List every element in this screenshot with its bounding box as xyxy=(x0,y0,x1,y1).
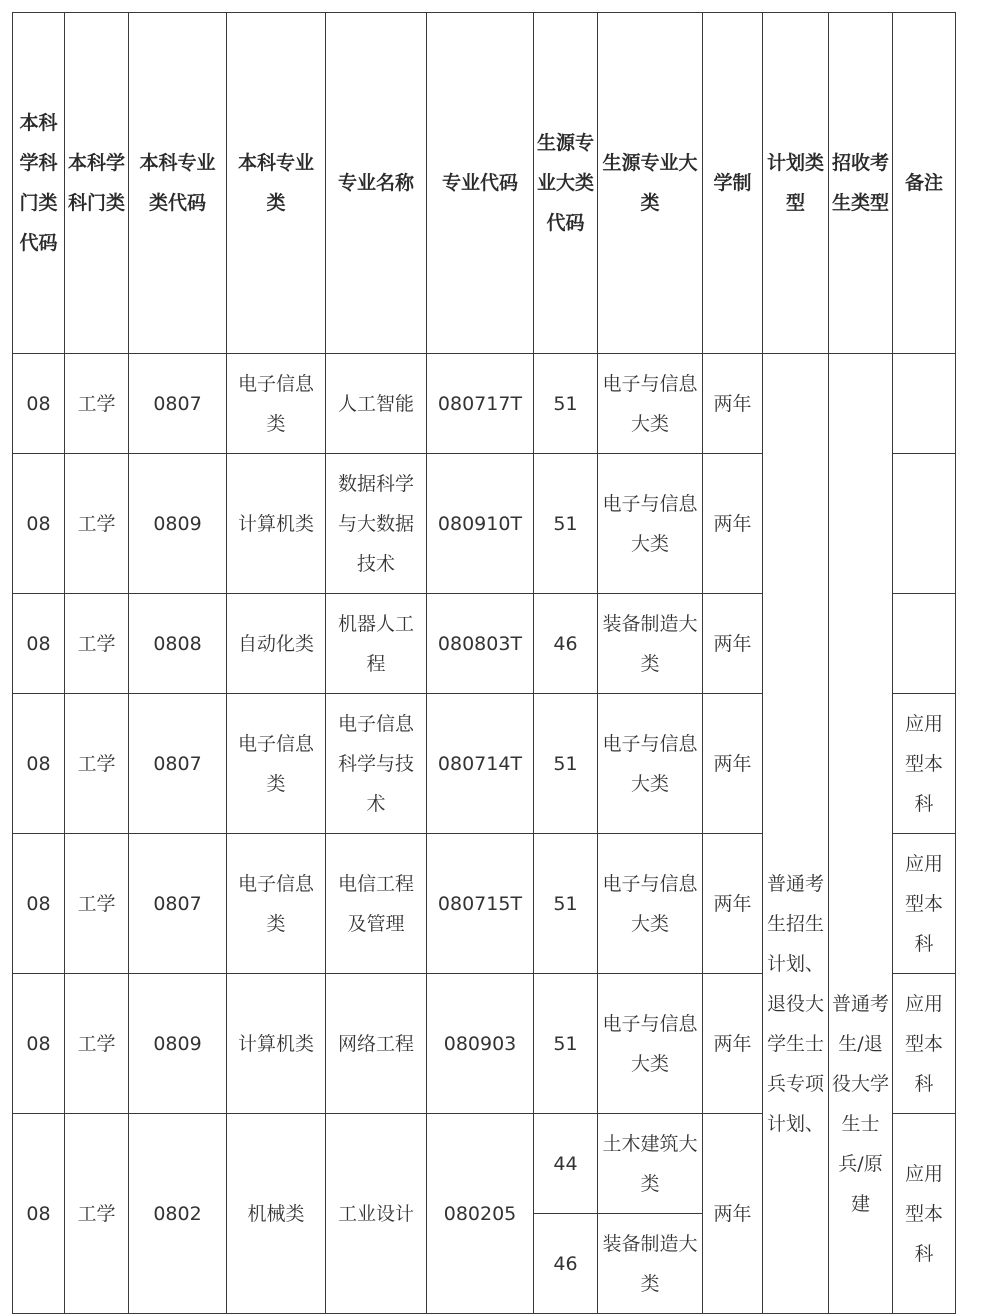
cell-duration: 两年 xyxy=(703,594,763,694)
cell-remark xyxy=(893,594,956,694)
cell-major-class: 计算机类 xyxy=(227,974,326,1114)
cell-major-code: 080715T xyxy=(427,834,534,974)
cell-discipline-code: 08 xyxy=(13,974,65,1114)
cell-major-class-code: 0807 xyxy=(129,834,227,974)
cell-discipline: 工学 xyxy=(65,454,129,594)
header-source-code: 生源专业大类代码 xyxy=(534,13,598,354)
cell-major-name: 网络工程 xyxy=(326,974,427,1114)
cell-source-class: 电子与信息大类 xyxy=(598,454,703,594)
cell-major-class: 计算机类 xyxy=(227,454,326,594)
cell-source-code: 51 xyxy=(534,694,598,834)
applicant-type-text: 普通考生/退役大学生士兵/原建 xyxy=(832,993,890,1215)
header-row xyxy=(13,13,956,354)
cell-duration: 两年 xyxy=(703,1114,763,1314)
header-duration: 学制 xyxy=(703,13,763,354)
cell-major-code: 080903 xyxy=(427,974,534,1114)
cell-discipline: 工学 xyxy=(65,834,129,974)
cell-discipline-code: 08 xyxy=(13,834,65,974)
table-row xyxy=(13,354,956,454)
cell-remark: 应用型本科 xyxy=(893,1114,956,1314)
cell-source-class: 装备制造大类 xyxy=(598,594,703,694)
cell-major-class: 电子信息类 xyxy=(227,694,326,834)
header-applicant-type: 招收考生类型 xyxy=(829,13,893,354)
cell-major-name: 机器人工程 xyxy=(326,594,427,694)
cell-source-code: 51 xyxy=(534,834,598,974)
cell-source-code: 51 xyxy=(534,354,598,454)
header-discipline-code: 本科学科门类代码 xyxy=(13,13,65,354)
cell-source-class: 装备制造大类 xyxy=(598,1214,703,1314)
header-remark: 备注 xyxy=(893,13,956,354)
header-major-class-code: 本科专业类代码 xyxy=(129,13,227,354)
cell-major-name: 电信工程及管理 xyxy=(326,834,427,974)
admission-table xyxy=(12,12,956,1314)
cell-plan-type-merged xyxy=(763,354,829,1314)
header-major-name: 专业名称 xyxy=(326,13,427,354)
cell-applicant-type-merged xyxy=(829,354,893,1314)
cell-major-name: 数据科学与大数据技术 xyxy=(326,454,427,594)
cell-major-class-code: 0809 xyxy=(129,454,227,594)
plan-type-text: 普通考生招生计划、退役大学生士兵专项计划、 xyxy=(766,873,824,1135)
cell-duration: 两年 xyxy=(703,454,763,594)
cell-major-name: 电子信息科学与技术 xyxy=(326,694,427,834)
cell-source-code: 44 xyxy=(534,1114,598,1214)
cell-major-code: 080803T xyxy=(427,594,534,694)
cell-discipline: 工学 xyxy=(65,974,129,1114)
cell-major-class: 自动化类 xyxy=(227,594,326,694)
cell-source-class: 电子与信息大类 xyxy=(598,834,703,974)
cell-source-class: 电子与信息大类 xyxy=(598,974,703,1114)
cell-source-class: 土木建筑大类 xyxy=(598,1114,703,1214)
cell-discipline-code: 08 xyxy=(13,354,65,454)
cell-discipline-code: 08 xyxy=(13,454,65,594)
header-discipline: 本科学科门类 xyxy=(65,13,129,354)
header-source-class: 生源专业大类 xyxy=(598,13,703,354)
cell-remark xyxy=(893,354,956,454)
header-major-class: 本科专业类 xyxy=(227,13,326,354)
cell-source-class: 电子与信息大类 xyxy=(598,354,703,454)
cell-major-class-code: 0808 xyxy=(129,594,227,694)
cell-discipline: 工学 xyxy=(65,1114,129,1314)
cell-major-name: 工业设计 xyxy=(326,1114,427,1314)
cell-source-class: 电子与信息大类 xyxy=(598,694,703,834)
cell-discipline-code: 08 xyxy=(13,594,65,694)
cell-major-code: 080714T xyxy=(427,694,534,834)
header-major-code: 专业代码 xyxy=(427,13,534,354)
cell-major-class: 机械类 xyxy=(227,1114,326,1314)
cell-major-class: 电子信息类 xyxy=(227,354,326,454)
cell-discipline-code: 08 xyxy=(13,1114,65,1314)
cell-remark: 应用型本科 xyxy=(893,834,956,974)
cell-major-name: 人工智能 xyxy=(326,354,427,454)
cell-major-class-code: 0809 xyxy=(129,974,227,1114)
cell-discipline: 工学 xyxy=(65,694,129,834)
cell-remark xyxy=(893,454,956,594)
cell-source-code: 51 xyxy=(534,454,598,594)
cell-remark: 应用型本科 xyxy=(893,694,956,834)
cell-duration: 两年 xyxy=(703,974,763,1114)
cell-source-code: 46 xyxy=(534,1214,598,1314)
cell-major-class: 电子信息类 xyxy=(227,834,326,974)
cell-discipline: 工学 xyxy=(65,354,129,454)
cell-duration: 两年 xyxy=(703,694,763,834)
cell-discipline: 工学 xyxy=(65,594,129,694)
cell-major-code: 080717T xyxy=(427,354,534,454)
cell-source-code: 51 xyxy=(534,974,598,1114)
cell-major-class-code: 0807 xyxy=(129,354,227,454)
cell-major-class-code: 0807 xyxy=(129,694,227,834)
cell-discipline-code: 08 xyxy=(13,694,65,834)
cell-major-class-code: 0802 xyxy=(129,1114,227,1314)
cell-remark: 应用型本科 xyxy=(893,974,956,1114)
cell-major-code: 080910T xyxy=(427,454,534,594)
header-plan-type: 计划类型 xyxy=(763,13,829,354)
cell-duration: 两年 xyxy=(703,354,763,454)
cell-source-code: 46 xyxy=(534,594,598,694)
cell-duration: 两年 xyxy=(703,834,763,974)
cell-major-code: 080205 xyxy=(427,1114,534,1314)
